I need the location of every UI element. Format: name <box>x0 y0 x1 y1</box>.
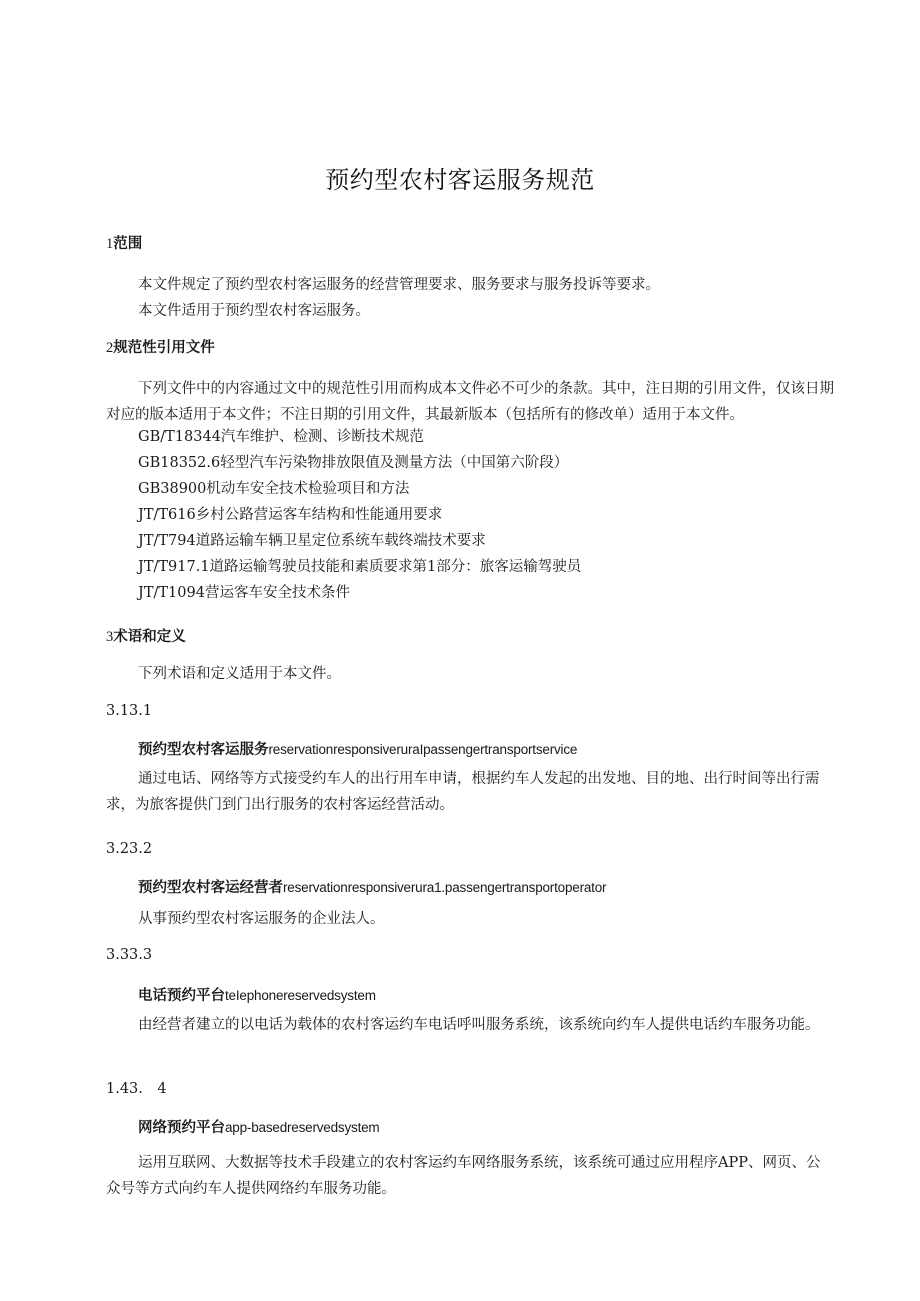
section-3-heading <box>106 628 186 646</box>
term-name: 电话预约平台 <box>138 988 225 1004</box>
term-definition: 由经营者建立的以电话为载体的农村客运约车电话呼叫服务系统，该系统向约车人提供电话约车服务功能。 <box>138 1017 820 1033</box>
term-english: reservationresponsiverura1.passengertransportoperator <box>283 880 607 895</box>
term-heading <box>138 741 577 759</box>
reference-item: GB/T18344汽车维护、检测、诊断技术规范 <box>138 429 424 445</box>
term-heading <box>138 1119 379 1137</box>
reference-item: JT/T794道路运输车辆卫星定位系统车载终端技术要求 <box>138 533 486 549</box>
term-definition: 运用互联网、大数据等技术手段建立的农村客运约车网络服务系统，该系统可通过应用程序APP、网页、公众号等方式向约车人提供网络约车服务功能。 <box>106 1155 821 1197</box>
section-1-heading <box>106 235 142 253</box>
section-1-paragraph: 本文件适用于预约型农村客运服务。 <box>138 303 370 319</box>
term-definition: 通过电话、网络等方式接受约车人的出行用车申请，根据约车人发起的出发地、目的地、出行时间等出行需求，为旅客提供门到门出行服务的农村客运经营活动。 <box>106 771 820 813</box>
term-name: 预约型农村客运经营者 <box>138 880 283 896</box>
term-heading <box>138 987 376 1005</box>
section-1-title: 范围 <box>113 236 143 252</box>
section-2-title: 规范性引用文件 <box>113 340 215 356</box>
term-name: 预约型农村客运服务 <box>138 742 269 758</box>
term-number: 3.33.3 <box>106 947 153 963</box>
reference-item: JT/T917.1道路运输驾驶员技能和素质要求第1部分：旅客运输驾驶员 <box>138 559 582 575</box>
term-number: 3.13.1 <box>106 703 153 719</box>
section-3-intro: 下列术语和定义适用于本文件。 <box>138 666 341 682</box>
term-english: app-basedreservedsystem <box>225 1120 380 1135</box>
reference-item: JT/T1094营运客车安全技术条件 <box>138 585 350 601</box>
section-1-paragraph: 本文件规定了预约型农村客运服务的经营管理要求、服务要求与服务投诉等要求。 <box>138 277 660 293</box>
term-english: teIephonereservedsystem <box>225 988 376 1003</box>
section-2-intro: 下列文件中的内容通过文中的规范性引用而构成本文件必不可少的条款。其中，注日期的引用文件，仅该日期对应的版本适用于本文件；不注日期的引用文件，其最新版本（包括所有的修改单）适用于本文件。 <box>106 381 834 423</box>
reference-item: JT/T616乡村公路营运客车结构和性能通用要求 <box>138 507 443 523</box>
term-definition: 从事预约型农村客运服务的企业法人。 <box>138 911 385 927</box>
section-3-title: 术语和定义 <box>113 629 186 645</box>
section-2-heading <box>106 339 215 357</box>
document-title: 预约型农村客运服务规范 <box>325 166 595 194</box>
section-3-number: 3 <box>106 629 114 645</box>
reference-item: GB38900机动车安全技术检验项目和方法 <box>138 481 410 497</box>
reference-item: GB18352.6轻型汽车污染物排放限值及测量方法（中国第六阶段） <box>138 455 569 471</box>
term-number: 3.23.2 <box>106 841 153 857</box>
term-number: 1.43. 4 <box>106 1081 167 1097</box>
term-english: reservationresponsiveruraIpassengertransportservice <box>268 742 578 757</box>
section-1-number: 1 <box>106 236 114 252</box>
term-heading <box>138 879 606 897</box>
term-name: 网络预约平台 <box>138 1120 225 1136</box>
section-2-number: 2 <box>106 340 114 356</box>
